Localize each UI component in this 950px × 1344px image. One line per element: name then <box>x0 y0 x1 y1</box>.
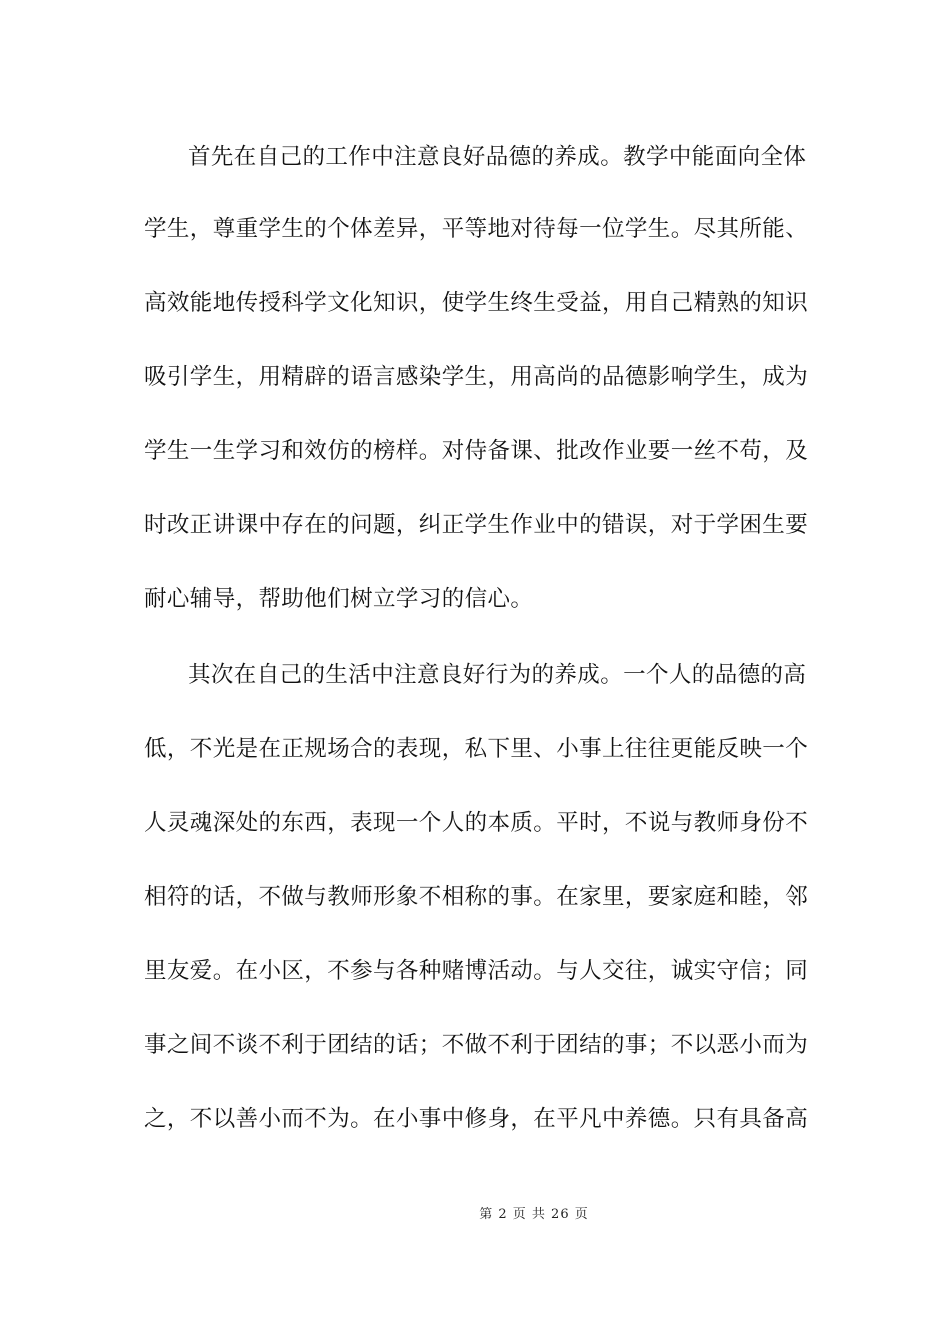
paragraph-1-line-6: 时改正讲课中存在的问题，纠正学生作业中的错误，对于学困生要 <box>144 512 809 538</box>
paragraph-2-line-7: 之，不以善小而不为。在小事中修身，在平凡中养德。只有具备高 <box>144 1106 809 1132</box>
paragraph-1-line-1: 首先在自己的工作中注意良好品德的养成。教学中能面向全体 <box>188 144 807 170</box>
paragraph-2-line-2: 低，不光是在正规场合的表现，私下里、小事上往往更能反映一个 <box>144 736 809 762</box>
paragraph-2-line-4: 相符的话，不做与教师形象不相称的事。在家里，要家庭和睦，邻 <box>144 884 809 910</box>
page-footer <box>0 1206 950 1224</box>
paragraph-1-line-7: 耐心辅导，帮助他们树立学习的信心。 <box>144 586 534 612</box>
paragraph-2-line-5: 里友爱。在小区，不参与各种赌博活动。与人交往，诚实守信；同 <box>144 958 809 984</box>
paragraph-1-line-3: 高效能地传授科学文化知识，使学生终生受益，用自己精熟的知识 <box>144 290 809 316</box>
paragraph-1-line-2: 学生，尊重学生的个体差异，平等地对待每一位学生。尽其所能、 <box>144 216 809 242</box>
paragraph-1-line-5: 学生一生学习和效仿的榜样。对侍备课、批改作业要一丝不苟，及 <box>144 438 809 464</box>
paragraph-2-line-6: 事之间不谈不利于团结的话；不做不利于团结的事；不以恶小而为 <box>144 1032 809 1058</box>
paragraph-1-line-4: 吸引学生，用精辟的语言感染学生，用高尚的品德影响学生，成为 <box>144 364 809 390</box>
paragraph-2-line-3: 人灵魂深处的东西，表现一个人的本质。平时，不说与教师身份不 <box>144 810 809 836</box>
page-number-label: 第 2 页 共 26 页 <box>479 1207 589 1222</box>
paragraph-2-line-1: 其次在自己的生活中注意良好行为的养成。一个人的品德的高 <box>188 662 807 688</box>
